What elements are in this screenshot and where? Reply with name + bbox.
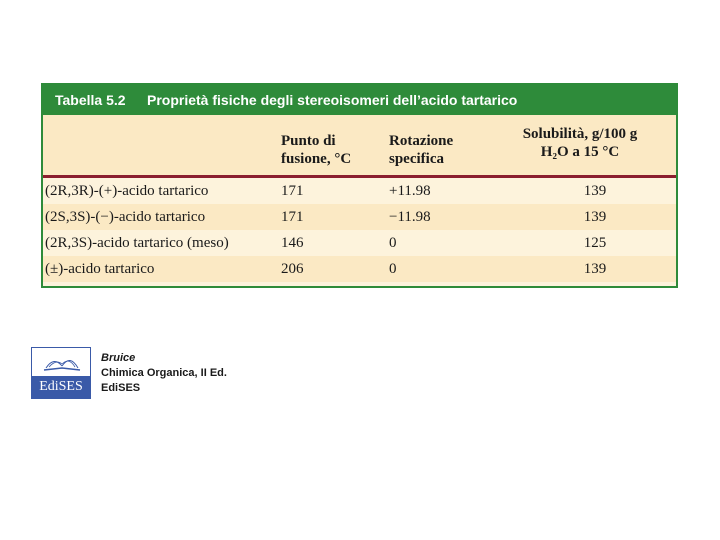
credit-book: Chimica Organica, II Ed. — [101, 367, 227, 379]
edises-logo — [31, 347, 91, 399]
table — [41, 83, 678, 288]
row-name: (2R,3S)-acido tartarico (meso) — [45, 234, 229, 251]
row-name: (2R,3R)-(+)-acido tartarico — [45, 182, 209, 199]
book-icon — [32, 348, 90, 376]
row-melting: 206 — [281, 260, 304, 277]
row-rotation: −11.98 — [389, 208, 431, 225]
row-rotation: 0 — [389, 234, 397, 251]
row-solubility: 139 — [583, 208, 607, 225]
row-solubility: 125 — [583, 234, 607, 251]
logo-text: EdiSES — [32, 376, 90, 398]
table-number: Tabella 5.2 — [55, 92, 126, 108]
column-melting-line1: Punto di — [281, 133, 336, 149]
column-melting-point — [281, 132, 351, 168]
table-header — [43, 85, 676, 115]
column-rotation — [389, 132, 453, 168]
credit-author: Bruice — [101, 352, 136, 364]
table-row — [43, 204, 676, 230]
table-row — [43, 256, 676, 282]
credits — [101, 351, 227, 396]
row-solubility: 139 — [583, 182, 607, 199]
row-melting: 171 — [281, 182, 304, 199]
column-rotation-line2: specifica — [389, 151, 444, 167]
row-solubility: 139 — [583, 260, 607, 277]
table-title: Proprietà fisiche degli stereoisomeri dell’acido tartarico — [147, 92, 518, 108]
column-headers — [43, 115, 676, 178]
credit-publisher: EdiSES — [101, 382, 141, 394]
row-rotation: +11.98 — [389, 182, 431, 199]
table-row — [43, 178, 676, 204]
column-rotation-line1: Rotazione — [389, 133, 454, 149]
row-name: (2S,3S)-(−)-acido tartarico — [45, 208, 206, 225]
row-rotation: 0 — [389, 260, 397, 277]
row-melting: 146 — [281, 234, 304, 251]
column-melting-line2: fusione, °C — [281, 151, 352, 167]
column-solubility — [495, 125, 665, 161]
row-name: (±)-acido tartarico — [45, 260, 155, 277]
table-row — [43, 230, 676, 256]
column-solubility-line1: Solubilità, g/100 g — [522, 126, 638, 142]
row-melting: 171 — [281, 208, 304, 225]
column-solubility-line2: H₂O a 15 °C — [540, 144, 620, 160]
